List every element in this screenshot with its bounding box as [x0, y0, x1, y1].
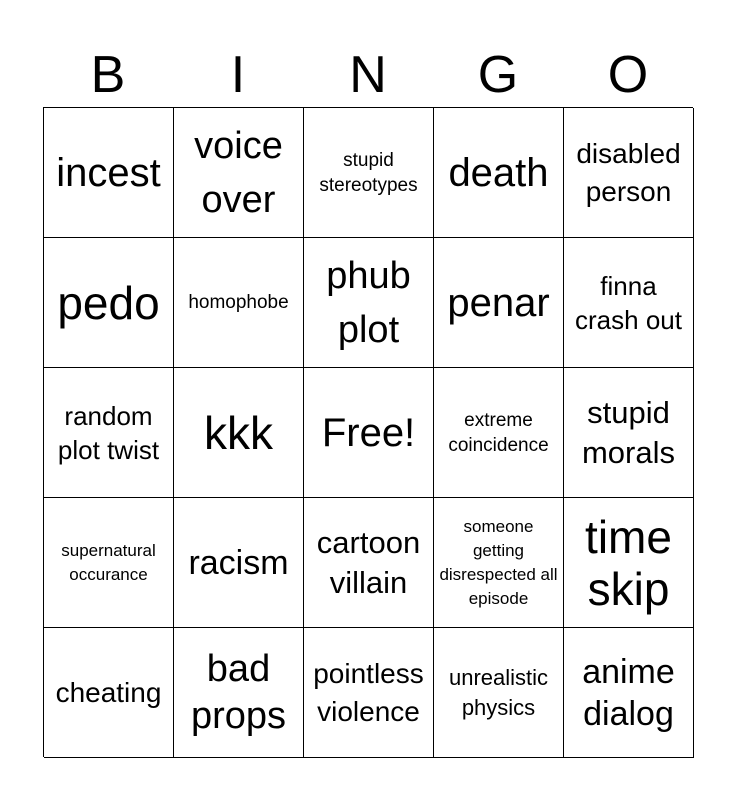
cell-label: extreme coincidence [448, 409, 549, 456]
cell-label: someone getting disrespected all episode [439, 516, 558, 608]
cell-label: stupid morals [581, 394, 675, 470]
bingo-cell-r2c2[interactable] [174, 238, 304, 368]
bingo-cell-r2c4[interactable] [434, 238, 564, 368]
cell-label: cartoon villain [316, 524, 421, 600]
cell-label: pointless violence [313, 657, 424, 727]
bingo-cell-r4c4[interactable] [434, 498, 564, 628]
cell-label: bad props [190, 647, 287, 737]
bingo-cell-r5c1[interactable] [44, 628, 174, 758]
cell-label: random plot twist [57, 400, 160, 465]
cell-label: supernatural occurance [61, 540, 156, 584]
cell-label: pedo [57, 276, 160, 329]
bingo-header [43, 42, 693, 108]
bingo-cell-r2c3[interactable] [304, 238, 434, 368]
cell-label: time skip [585, 510, 672, 615]
bingo-cell-r4c1[interactable] [44, 498, 174, 628]
bingo-cell-r5c4[interactable] [434, 628, 564, 758]
cell-label: homophobe [188, 292, 289, 313]
bingo-cell-r2c5[interactable] [564, 238, 694, 368]
bingo-cell-r1c3[interactable] [304, 108, 434, 238]
bingo-cell-r4c2[interactable] [174, 498, 304, 628]
bingo-cell-r5c5[interactable] [564, 628, 694, 758]
header-letter-o: O [607, 46, 649, 104]
bingo-cell-r4c3[interactable] [304, 498, 434, 628]
cell-label: stupid stereotypes [319, 149, 418, 196]
bingo-cell-r4c5[interactable] [564, 498, 694, 628]
cell-label: incest [56, 150, 161, 195]
bingo-cell-r3c4[interactable] [434, 368, 564, 498]
bingo-cell-r3c3[interactable] [304, 368, 434, 498]
bingo-cell-r1c1[interactable] [44, 108, 174, 238]
header-letter-g: G [477, 46, 519, 104]
bingo-cell-r3c5[interactable] [564, 368, 694, 498]
bingo-cell-r2c1[interactable] [44, 238, 174, 368]
cell-label: racism [188, 543, 289, 582]
cell-label: voice over [194, 124, 283, 221]
bingo-board [43, 107, 693, 757]
cell-label: phub plot [326, 254, 411, 351]
cell-label: unrealistic physics [448, 664, 549, 720]
bingo-cell-r1c4[interactable] [434, 108, 564, 238]
cell-label: cheating [55, 676, 162, 708]
bingo-cell-r1c2[interactable] [174, 108, 304, 238]
cell-label: kkk [204, 406, 273, 459]
cell-label: penar [447, 280, 550, 325]
bingo-cell-r5c2[interactable] [174, 628, 304, 758]
header-letter-i: I [230, 46, 246, 104]
bingo-cell-r3c1[interactable] [44, 368, 174, 498]
cell-label: anime dialog [582, 652, 675, 733]
bingo-cell-r3c2[interactable] [174, 368, 304, 498]
cell-label: disabled person [576, 137, 681, 207]
header-letter-b: B [90, 46, 126, 104]
cell-label: Free! [321, 410, 416, 455]
bingo-cell-r1c5[interactable] [564, 108, 694, 238]
header-letter-n: N [349, 46, 387, 104]
bingo-cell-r5c3[interactable] [304, 628, 434, 758]
cell-label: finna crash out [575, 270, 682, 335]
cell-label: death [448, 150, 549, 195]
